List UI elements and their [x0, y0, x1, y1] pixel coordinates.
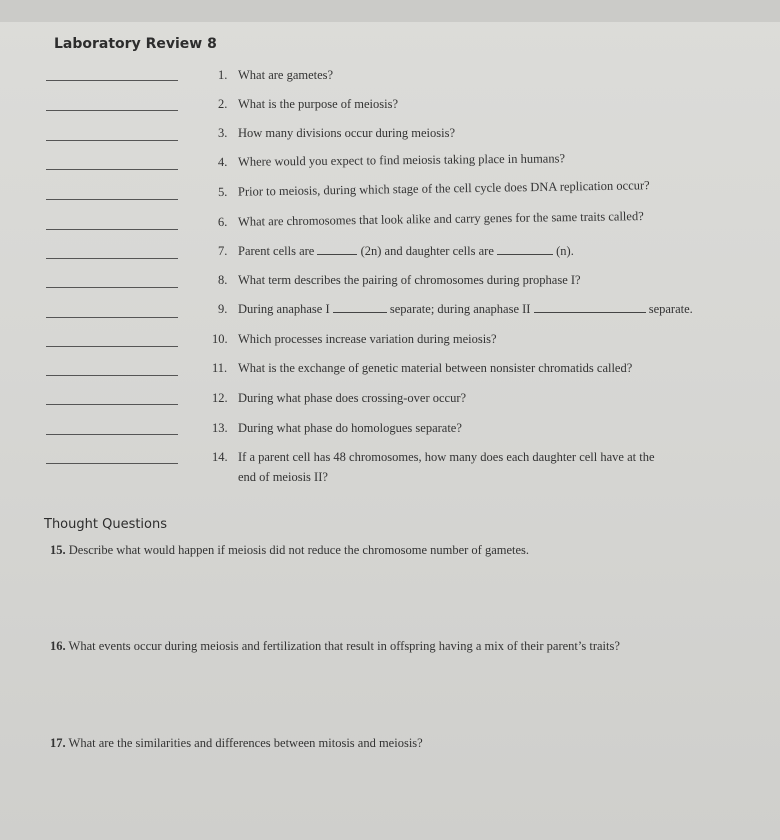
page-top-edge: [0, 0, 780, 22]
question-number: 14.: [212, 450, 228, 464]
thought-question-15: [50, 542, 529, 558]
question-text: Where would you expect to find meiosis taking place in humans?: [237, 151, 566, 169]
question-number: 1.: [218, 68, 228, 82]
question-14-continued: [238, 469, 328, 485]
question-number: 7.: [218, 244, 228, 258]
question-3: [218, 125, 455, 141]
question-11: [212, 360, 632, 376]
question-text: Which processes increase variation during meiosis?: [238, 332, 497, 346]
fill-in-blank: [317, 244, 357, 255]
question-text: What is the exchange of genetic material between nonsister chromatids called?: [238, 361, 633, 375]
answer-line-4: [46, 169, 178, 170]
question-1: [218, 67, 333, 83]
question-14: [212, 449, 655, 465]
question-text-part2: separate; during anaphase II: [389, 302, 531, 316]
answer-line-13: [46, 434, 178, 435]
question-number: 16.: [50, 639, 66, 653]
question-text: How many divisions occur during meiosis?: [238, 126, 455, 140]
question-text-part2: (2n) and daughter cells are: [360, 244, 494, 258]
question-text: During what phase does crossing-over occur?: [238, 391, 467, 405]
question-number: 3.: [218, 126, 228, 140]
question-8: [218, 272, 581, 288]
fill-in-blank: [497, 244, 553, 255]
question-text: What events occur during meiosis and fertilization that result in offspring having a mix of their parent’s traits?: [68, 639, 620, 653]
question-number: 5.: [217, 184, 228, 199]
question-number: 9.: [218, 302, 228, 316]
question-number: 6.: [217, 214, 228, 229]
question-text-part1: Parent cells are: [238, 244, 315, 258]
answer-line-3: [46, 140, 178, 141]
question-12: [212, 390, 466, 406]
question-text: What term describes the pairing of chromosomes during prophase I?: [238, 273, 581, 287]
question-number: 10.: [212, 332, 228, 346]
question-4: [218, 150, 565, 170]
section-title: Laboratory Review 8: [54, 36, 217, 52]
fill-in-blank: [333, 302, 387, 313]
question-7: [218, 243, 574, 259]
question-text-part3: (n).: [556, 244, 574, 258]
thought-question-16: [50, 638, 620, 654]
question-text: Describe what would happen if meiosis did not reduce the chromosome number of gametes.: [68, 543, 530, 557]
answer-line-14: [46, 463, 178, 464]
answer-line-9: [46, 317, 178, 318]
question-number: 8.: [218, 273, 228, 287]
answer-line-5: [46, 199, 178, 200]
question-5: [218, 177, 650, 200]
question-text-line1: If a parent cell has 48 chromosomes, how many does each daughter cell have at the: [238, 450, 655, 464]
question-number: 13.: [212, 421, 228, 435]
question-number: 2.: [218, 97, 228, 111]
thought-questions-title: Thought Questions: [44, 517, 168, 532]
question-text-part3: separate.: [648, 302, 693, 316]
question-text: Prior to meiosis, during which stage of the cell cycle does DNA replication occur?: [237, 178, 650, 199]
answer-line-8: [46, 287, 178, 288]
fill-in-blank: [534, 302, 646, 313]
question-6: [218, 208, 644, 230]
question-number: 15.: [50, 543, 66, 557]
question-13: [212, 420, 462, 436]
question-number: 12.: [212, 391, 228, 405]
question-number: 11.: [212, 361, 228, 375]
question-9: [218, 301, 693, 317]
answer-line-6: [46, 229, 178, 230]
question-text-part1: During anaphase I: [238, 302, 330, 316]
question-text: What are chromosomes that look alike and carry genes for the same traits called?: [237, 209, 644, 229]
thought-question-17: [50, 735, 423, 751]
question-text: What are gametes?: [238, 68, 334, 82]
question-text: What are the similarities and differences between mitosis and meiosis?: [68, 736, 423, 750]
question-2: [218, 96, 398, 112]
question-text-line2: end of meiosis II?: [238, 470, 328, 484]
question-text: During what phase do homologues separate?: [238, 421, 462, 435]
answer-line-12: [46, 404, 178, 405]
answer-line-1: [46, 80, 178, 81]
question-10: [212, 331, 497, 347]
answer-line-10: [46, 346, 178, 347]
question-text: What is the purpose of meiosis?: [238, 97, 399, 111]
question-number: 4.: [217, 154, 228, 169]
answer-line-11: [46, 375, 178, 376]
answer-line-7: [46, 258, 178, 259]
answer-line-2: [46, 110, 178, 111]
question-number: 17.: [50, 736, 66, 750]
